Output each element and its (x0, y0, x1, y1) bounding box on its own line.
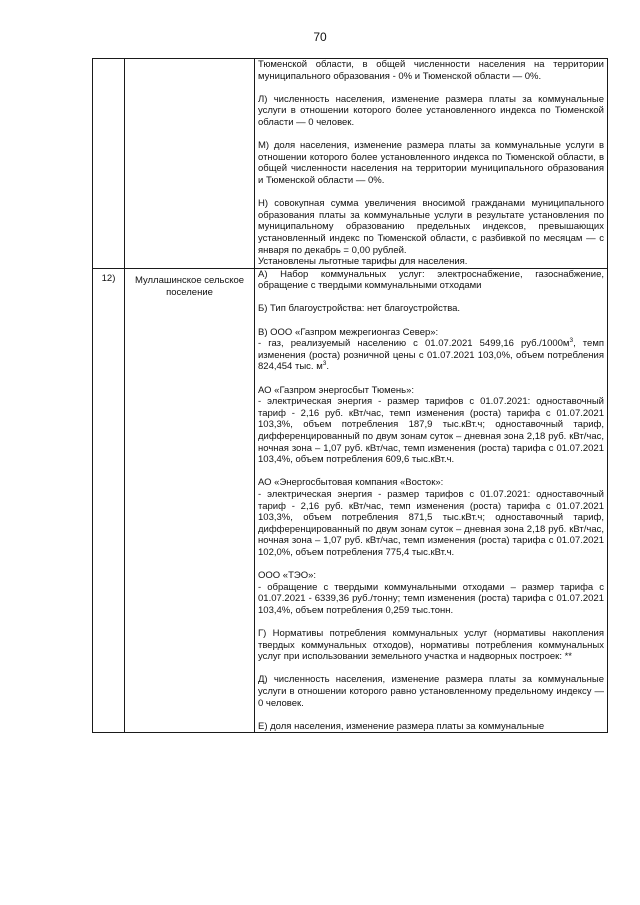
paragraph-gap (258, 82, 604, 94)
paragraph: Н) совокупная сумма увеличения вносимой гражданами муниципального образования платы за коммунальные услуги в результате установления по муниципальному образованию предельных индексов, превышающих установленный индекс по Тюменской области, с разбивкой по месяцам — с января по декабрь = 0,00 рублей. (258, 198, 604, 256)
content-blocks (258, 269, 604, 733)
paragraph: - электрическая энергия - размер тарифов с 01.07.2021: одноставочный тариф - 2,16 руб. кВт/час, темп изменения (роста) тарифа с 01.07.2021 103,3%, объем потребления 187,9 тыс.кВт.ч; одноставочный тариф, дифференцированный по двум зонам суток – дневная зона 2,18 руб. кВт/час, ночная зона – 1,07 руб. кВт/час, темп изменения (роста) тарифа с 01.07.2021 103,4%, объем потребления 609,6 тыс.кВт.ч. (258, 396, 604, 466)
row-number-cell (93, 59, 125, 269)
paragraph: Б) Тип благоустройства: нет благоустройства. (258, 303, 461, 315)
paragraph-gap (258, 292, 604, 304)
tariff-table (92, 58, 608, 733)
paragraph: Е) доля населения, изменение размера платы за коммунальные (258, 720, 545, 732)
paragraph-gap (258, 559, 604, 571)
table-row (93, 268, 608, 733)
paragraph: Д) численность населения, изменение размера платы за коммунальные услуги в отношении которого равно установленному предельному индексу — 0 человек. (258, 674, 604, 709)
paragraph: ООО «ТЭО»: (258, 570, 317, 582)
table-row (93, 59, 608, 269)
paragraph: АО «Газпром энергосбыт Тюмень»: (258, 384, 415, 396)
paragraph: Тюменской области, в общей численности населения на территории муниципального образования - 0% и Тюменской области — 0%. (258, 59, 604, 82)
paragraph: - газ, реализуемый населению с 01.07.2021 5499,16 $руб./1000м^3$, темп изменения (роста) розничной цены с 01.07.2021 103,0%, объем потребления 824,454 тыс. $м^3$. (258, 337, 604, 373)
paragraph-gap (258, 466, 604, 478)
paragraph: А) Набор коммунальных услуг: электроснабжение, газоснабжение, обращение с твердыми коммунальными отходами (258, 268, 604, 292)
settlement-name-cell: Муллашинское сельское поселение (125, 268, 255, 733)
paragraph: М) доля населения, изменение размера платы за коммунальные услуги в отношении которого более установленного индекса по Тюменской области, в общей численности населения на территории муниципального образования и Тюменской области — 0%. (258, 140, 604, 186)
paragraph: В) ООО «Газпром межрегионгаз Север»: (258, 326, 439, 338)
paragraph-gap (258, 315, 604, 327)
paragraph-gap (258, 709, 604, 721)
paragraph-gap (258, 187, 604, 199)
row-number-cell: 12) (93, 268, 125, 733)
content-blocks (258, 59, 604, 268)
paragraph: - электрическая энергия - размер тарифов с 01.07.2021: одноставочный тариф - 2,16 руб. кВт/час, темп изменения (роста) тарифа с 01.07.2021 103,3%, объем потребления 871,5 тыс.кВт.ч; одноставочный тариф, дифференцированный по двум зонам суток – дневная зона 2,18 руб. кВт/час, ночная зона – 1,07 руб. кВт/час, темп изменения (роста) тарифа с 01.07.2021 102,0%, объем потребления 775,4 тыс.кВт.ч. (258, 488, 604, 558)
row-content-cell (255, 268, 608, 733)
page-number: 70 (313, 30, 327, 44)
paragraph-gap (258, 617, 604, 629)
paragraph: Установлены льготные тарифы для населения. (258, 256, 468, 268)
paragraph: АО «Энергосбытовая компания «Восток»: (258, 477, 444, 489)
paragraph-gap (258, 129, 604, 141)
paragraph: Г) Нормативы потребления коммунальных услуг (нормативы накопления твердых коммунальных отходов), нормативы потребления коммунальных услуг при использовании земельного участка и надворных построек: ** (258, 628, 604, 663)
paragraph: Л) численность населения, изменение размера платы за коммунальные услуги в отношении которого более установленного индекса по Тюменской области — 0 человек. (258, 93, 604, 128)
settlement-name-cell (125, 59, 255, 269)
paragraph-gap (258, 663, 604, 675)
row-content-cell (255, 59, 608, 269)
paragraph: - обращение с твердыми коммунальными отходами – размер тарифа с 01.07.2021 - 6339,36 руб./тонну; темп изменения (роста) тарифа с 01.07.2021 103,4%, объем потребления 0,259 тыс.тонн. (258, 581, 604, 616)
paragraph-gap (258, 373, 604, 385)
